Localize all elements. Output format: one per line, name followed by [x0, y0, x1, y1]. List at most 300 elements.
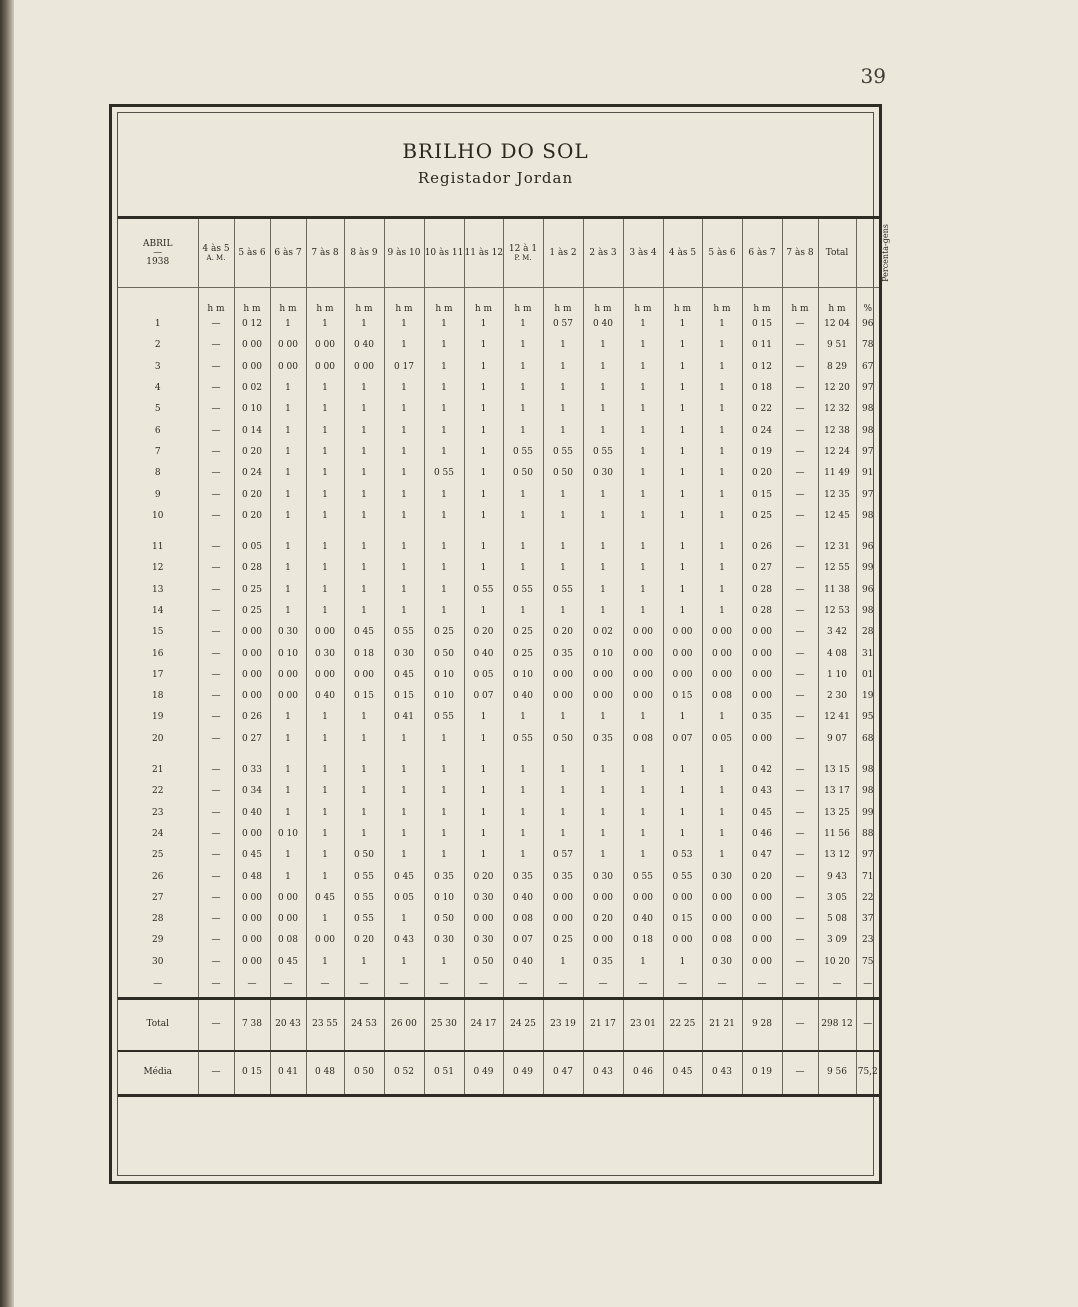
day-cell: 6 — [154, 425, 161, 436]
value-cell: — — [198, 484, 234, 505]
value-cell: 0 18 — [742, 378, 782, 399]
day-cell: 9 — [154, 489, 161, 500]
value-cell: 1 — [543, 484, 583, 505]
unit-cell: h m — [234, 288, 270, 315]
unit-cell: h m — [306, 288, 344, 315]
value-cell: 0 00 — [306, 335, 344, 356]
value-cell: 1 — [543, 824, 583, 845]
header-col-6 — [424, 218, 464, 288]
value-cell: 0 35 — [503, 866, 543, 887]
value-cell: 1 — [702, 750, 742, 781]
value-cell: 1 — [270, 484, 306, 505]
value-cell: 1 — [503, 420, 543, 441]
value-cell: 1 — [384, 803, 424, 824]
value-cell: 19 — [856, 686, 879, 707]
value-cell: 1 — [702, 357, 742, 378]
value-cell: 1 — [306, 781, 344, 802]
value-cell: 1 — [464, 824, 503, 845]
value-cell: 0 50 — [424, 909, 464, 930]
value-cell: 97 — [856, 442, 879, 463]
header-col-sub: A. M. — [206, 253, 226, 262]
value-cell: 0 24 — [742, 420, 782, 441]
value-cell: 1 — [344, 314, 384, 335]
value-cell: 1 — [306, 580, 344, 601]
value-cell: 1 — [543, 335, 583, 356]
value-cell: — — [198, 930, 234, 951]
value-cell: 0 30 — [464, 888, 503, 909]
media-cell: 0 52 — [384, 1051, 424, 1096]
value-cell: 0 20 — [234, 442, 270, 463]
value-cell: — — [198, 463, 234, 484]
value-cell: 1 — [424, 527, 464, 558]
value-cell: 2 30 — [818, 686, 856, 707]
value-cell: 0 00 — [234, 909, 270, 930]
value-cell: 1 — [344, 729, 384, 750]
value-cell: 1 — [583, 750, 623, 781]
day-cell: 1 — [154, 319, 161, 330]
value-cell: — — [782, 420, 818, 441]
unit-cell: % — [856, 288, 879, 315]
day-cell: 23 — [152, 807, 164, 818]
value-cell: 1 — [623, 335, 663, 356]
value-cell: 0 55 — [503, 729, 543, 750]
value-cell: 1 — [306, 399, 344, 420]
header-col-label: 11 às 12 — [464, 247, 504, 258]
value-cell: 0 07 — [663, 729, 702, 750]
value-cell: 0 45 — [384, 665, 424, 686]
value-cell: 0 08 — [702, 930, 742, 951]
value-cell: 0 55 — [543, 442, 583, 463]
value-cell: 1 — [270, 729, 306, 750]
table-frame — [109, 104, 890, 1184]
value-cell: 1 — [270, 866, 306, 887]
value-cell: 1 — [503, 824, 543, 845]
value-cell: 0 20 — [344, 930, 384, 951]
value-cell: 1 — [702, 314, 742, 335]
value-cell: 1 — [384, 442, 424, 463]
header-col-12 — [663, 218, 702, 288]
total-cell: — — [856, 998, 879, 1051]
table-row — [118, 781, 879, 802]
value-cell: 1 — [344, 952, 384, 973]
page-title: BRILHO DO SOL — [402, 139, 589, 163]
header-col-14 — [742, 218, 782, 288]
value-cell: 0 40 — [503, 686, 543, 707]
value-cell: 0 30 — [424, 930, 464, 951]
value-cell: 0 35 — [543, 866, 583, 887]
table-row — [118, 729, 879, 750]
table-row — [118, 643, 879, 664]
table-row — [118, 442, 879, 463]
value-cell: — — [198, 866, 234, 887]
value-cell: 0 08 — [623, 729, 663, 750]
value-cell: — — [270, 973, 306, 999]
value-cell: 0 00 — [306, 930, 344, 951]
value-cell: 1 — [583, 781, 623, 802]
value-cell: 1 — [424, 824, 464, 845]
value-cell: 1 — [306, 527, 344, 558]
value-cell: 0 57 — [543, 314, 583, 335]
value-cell: 1 — [623, 420, 663, 441]
value-cell: 1 — [702, 506, 742, 527]
value-cell: 0 10 — [424, 665, 464, 686]
value-cell: 1 — [543, 420, 583, 441]
value-cell: 1 — [270, 601, 306, 622]
value-cell: 1 — [306, 314, 344, 335]
value-cell: 0 50 — [424, 643, 464, 664]
value-cell: 1 — [663, 707, 702, 728]
value-cell: 1 — [306, 729, 344, 750]
value-cell: 1 — [384, 845, 424, 866]
unit-cell: h m — [424, 288, 464, 315]
day-cell: 25 — [152, 850, 164, 861]
value-cell: 1 — [663, 357, 702, 378]
value-cell: 0 50 — [543, 463, 583, 484]
value-cell: 1 — [384, 558, 424, 579]
value-cell: 1 — [702, 484, 742, 505]
value-cell: 0 05 — [702, 729, 742, 750]
value-cell: 0 41 — [384, 707, 424, 728]
value-cell: 0 45 — [306, 888, 344, 909]
value-cell: 0 40 — [583, 314, 623, 335]
value-cell: — — [623, 973, 663, 999]
table-row — [118, 335, 879, 356]
value-cell: 1 — [663, 558, 702, 579]
value-cell: — — [782, 506, 818, 527]
total-cell: 24 25 — [503, 998, 543, 1051]
value-cell: 12 20 — [818, 378, 856, 399]
value-cell: 0 15 — [663, 686, 702, 707]
value-cell: — — [198, 643, 234, 664]
value-cell: 0 35 — [583, 952, 623, 973]
value-cell: 1 — [583, 558, 623, 579]
value-cell: 0 00 — [464, 909, 503, 930]
value-cell: 1 — [702, 399, 742, 420]
value-cell: 1 — [424, 357, 464, 378]
value-cell: 0 50 — [344, 845, 384, 866]
value-cell: 1 — [543, 952, 583, 973]
unit-cell — [118, 288, 198, 315]
media-cell: 75,2 — [856, 1051, 879, 1096]
table-row — [118, 314, 879, 335]
value-cell: 0 00 — [663, 888, 702, 909]
value-cell: 1 — [663, 750, 702, 781]
value-cell: 0 00 — [234, 930, 270, 951]
value-cell: 1 — [702, 707, 742, 728]
value-cell: 1 — [344, 463, 384, 484]
value-cell: 0 05 — [384, 888, 424, 909]
value-cell: — — [198, 973, 234, 999]
total-cell: 25 30 — [424, 998, 464, 1051]
table-row — [118, 707, 879, 728]
value-cell: 1 — [623, 442, 663, 463]
value-cell: — — [198, 378, 234, 399]
value-cell: 1 — [583, 399, 623, 420]
total-cell: 23 55 — [306, 998, 344, 1051]
value-cell: 1 — [543, 378, 583, 399]
value-cell: 1 — [464, 484, 503, 505]
value-cell: 1 — [464, 803, 503, 824]
value-cell: 12 04 — [818, 314, 856, 335]
value-cell: 0 10 — [583, 643, 623, 664]
value-cell: 1 — [424, 314, 464, 335]
value-cell: 1 — [270, 580, 306, 601]
value-cell: — — [198, 750, 234, 781]
value-cell: 1 — [623, 750, 663, 781]
table-row — [118, 750, 879, 781]
value-cell: 0 00 — [702, 665, 742, 686]
value-cell: 1 — [270, 399, 306, 420]
units-row — [118, 288, 879, 315]
value-cell: 1 — [270, 527, 306, 558]
value-cell: 1 — [583, 707, 623, 728]
day-cell: 16 — [152, 648, 164, 659]
value-cell: — — [782, 335, 818, 356]
value-cell: 0 50 — [543, 729, 583, 750]
media-cell: — — [782, 1051, 818, 1096]
value-cell: — — [198, 729, 234, 750]
value-cell: 37 — [856, 909, 879, 930]
value-cell: 0 10 — [270, 824, 306, 845]
value-cell: 1 — [464, 601, 503, 622]
unit-cell: h m — [818, 288, 856, 315]
value-cell: 1 — [384, 314, 424, 335]
day-cell: 12 — [152, 563, 164, 574]
value-cell: — — [782, 601, 818, 622]
value-cell: 0 12 — [234, 314, 270, 335]
value-cell: 0 55 — [344, 866, 384, 887]
value-cell: 0 00 — [663, 665, 702, 686]
value-cell: 0 00 — [702, 622, 742, 643]
value-cell: 0 00 — [234, 335, 270, 356]
value-cell: 1 — [503, 558, 543, 579]
value-cell: 1 — [344, 750, 384, 781]
value-cell: 67 — [856, 357, 879, 378]
value-cell: 1 — [503, 484, 543, 505]
value-cell: 1 — [384, 420, 424, 441]
value-cell: 1 — [270, 442, 306, 463]
header-col-label: 8 às 9 — [350, 247, 378, 258]
page-number: 39 — [860, 64, 886, 88]
value-cell: 1 — [464, 357, 503, 378]
value-cell: 1 — [663, 442, 702, 463]
value-cell: 1 — [623, 707, 663, 728]
media-cell: 0 19 — [742, 1051, 782, 1096]
day-cell: 5 — [154, 404, 161, 415]
value-cell: 1 — [702, 558, 742, 579]
month-separator: — — [153, 247, 163, 258]
media-cell: — — [198, 1051, 234, 1096]
value-cell: 1 — [384, 580, 424, 601]
value-cell: 1 — [384, 781, 424, 802]
value-cell: 0 40 — [306, 686, 344, 707]
value-cell: 0 08 — [702, 686, 742, 707]
value-cell: — — [782, 781, 818, 802]
value-cell: — — [782, 463, 818, 484]
value-cell: 1 — [623, 378, 663, 399]
value-cell: 0 00 — [623, 665, 663, 686]
header-col-11 — [623, 218, 663, 288]
month-label: ABRIL — [143, 238, 173, 249]
value-cell: 1 — [270, 707, 306, 728]
value-cell: 1 — [464, 463, 503, 484]
value-cell: 0 00 — [742, 909, 782, 930]
value-cell: 1 — [623, 845, 663, 866]
table-row — [118, 378, 879, 399]
value-cell: — — [306, 973, 344, 999]
value-cell: 1 — [583, 580, 623, 601]
value-cell: 9 43 — [818, 866, 856, 887]
value-cell: 01 — [856, 665, 879, 686]
value-cell: — — [782, 729, 818, 750]
table-row — [118, 622, 879, 643]
value-cell: 0 00 — [234, 686, 270, 707]
value-cell: — — [782, 527, 818, 558]
value-cell: 1 — [464, 729, 503, 750]
value-cell: 0 45 — [234, 845, 270, 866]
value-cell: 0 00 — [742, 930, 782, 951]
day-cell: 7 — [154, 446, 161, 457]
value-cell: 0 35 — [543, 643, 583, 664]
value-cell: 0 00 — [623, 686, 663, 707]
value-cell: 1 — [583, 378, 623, 399]
value-cell: 1 — [663, 399, 702, 420]
value-cell: 1 — [663, 527, 702, 558]
value-cell: 1 — [543, 506, 583, 527]
header-col-label: 5 às 6 — [238, 247, 266, 258]
value-cell: 0 50 — [464, 952, 503, 973]
value-cell: — — [782, 314, 818, 335]
value-cell: 1 — [663, 580, 702, 601]
value-cell: 0 00 — [270, 335, 306, 356]
value-cell: 0 00 — [234, 643, 270, 664]
value-cell: 0 43 — [742, 781, 782, 802]
value-cell: 1 — [702, 335, 742, 356]
value-cell: 0 55 — [344, 888, 384, 909]
value-cell: 0 07 — [464, 686, 503, 707]
value-cell: 98 — [856, 781, 879, 802]
header-col-label: 6 às 7 — [274, 247, 302, 258]
value-cell: 1 — [344, 558, 384, 579]
value-cell: 12 38 — [818, 420, 856, 441]
value-cell: 0 30 — [702, 952, 742, 973]
value-cell: 0 20 — [742, 463, 782, 484]
value-cell: 0 55 — [663, 866, 702, 887]
value-cell: — — [818, 973, 856, 999]
value-cell: 1 — [503, 357, 543, 378]
value-cell: 1 — [270, 781, 306, 802]
value-cell: 0 14 — [234, 420, 270, 441]
value-cell: 1 — [623, 357, 663, 378]
value-cell: 0 26 — [234, 707, 270, 728]
value-cell: 0 55 — [503, 442, 543, 463]
value-cell: — — [856, 973, 879, 999]
value-cell: — — [198, 952, 234, 973]
value-cell: — — [782, 484, 818, 505]
value-cell: — — [198, 781, 234, 802]
value-cell: 1 — [503, 335, 543, 356]
media-cell: 0 43 — [702, 1051, 742, 1096]
value-cell: 0 20 — [742, 866, 782, 887]
value-cell: 1 — [270, 558, 306, 579]
value-cell: 96 — [856, 580, 879, 601]
value-cell: 1 — [503, 378, 543, 399]
value-cell: 1 — [663, 506, 702, 527]
value-cell: 0 30 — [464, 930, 503, 951]
value-cell: 11 49 — [818, 463, 856, 484]
value-cell: 98 — [856, 399, 879, 420]
value-cell: 78 — [856, 335, 879, 356]
value-cell: 0 26 — [742, 527, 782, 558]
value-cell: 0 10 — [270, 643, 306, 664]
value-cell: 1 — [663, 952, 702, 973]
value-cell: 10 20 — [818, 952, 856, 973]
value-cell: 28 — [856, 622, 879, 643]
value-cell: 0 00 — [270, 888, 306, 909]
table-row — [118, 973, 879, 999]
total-cell: 9 28 — [742, 998, 782, 1051]
media-row — [118, 1051, 879, 1096]
media-cell: 0 15 — [234, 1051, 270, 1096]
value-cell: 0 27 — [234, 729, 270, 750]
value-cell: 0 45 — [344, 622, 384, 643]
value-cell: 1 10 — [818, 665, 856, 686]
value-cell: 1 — [663, 335, 702, 356]
value-cell: 0 00 — [702, 643, 742, 664]
value-cell: — — [503, 973, 543, 999]
value-cell: 0 00 — [270, 686, 306, 707]
value-cell: 1 — [424, 845, 464, 866]
value-cell: 1 — [464, 845, 503, 866]
value-cell: 0 40 — [234, 803, 270, 824]
value-cell: 1 — [384, 506, 424, 527]
value-cell: 0 43 — [384, 930, 424, 951]
value-cell: 0 00 — [663, 622, 702, 643]
value-cell: 0 46 — [742, 824, 782, 845]
value-cell: 0 00 — [742, 888, 782, 909]
value-cell: 0 28 — [742, 580, 782, 601]
value-cell: 1 — [306, 750, 344, 781]
value-cell: 1 — [270, 750, 306, 781]
value-cell: 1 — [543, 399, 583, 420]
day-cell: 18 — [152, 691, 164, 702]
day-cell: 20 — [152, 733, 164, 744]
value-cell: 12 35 — [818, 484, 856, 505]
total-cell: 298 12 — [818, 998, 856, 1051]
header-col-1 — [234, 218, 270, 288]
value-cell: 1 — [503, 707, 543, 728]
value-cell: 1 — [424, 781, 464, 802]
value-cell: 1 — [306, 442, 344, 463]
value-cell: 23 — [856, 930, 879, 951]
value-cell: 1 — [702, 463, 742, 484]
value-cell: — — [782, 622, 818, 643]
value-cell: 1 — [306, 803, 344, 824]
value-cell: 0 55 — [424, 463, 464, 484]
unit-cell: h m — [344, 288, 384, 315]
value-cell: 1 — [384, 399, 424, 420]
value-cell: 0 20 — [583, 909, 623, 930]
header-col-9 — [543, 218, 583, 288]
table-row — [118, 866, 879, 887]
value-cell: 1 — [623, 580, 663, 601]
value-cell: 1 — [270, 378, 306, 399]
header-col-13 — [702, 218, 742, 288]
value-cell: 1 — [270, 420, 306, 441]
value-cell: 0 00 — [742, 622, 782, 643]
unit-cell: h m — [742, 288, 782, 315]
value-cell: 0 00 — [623, 888, 663, 909]
